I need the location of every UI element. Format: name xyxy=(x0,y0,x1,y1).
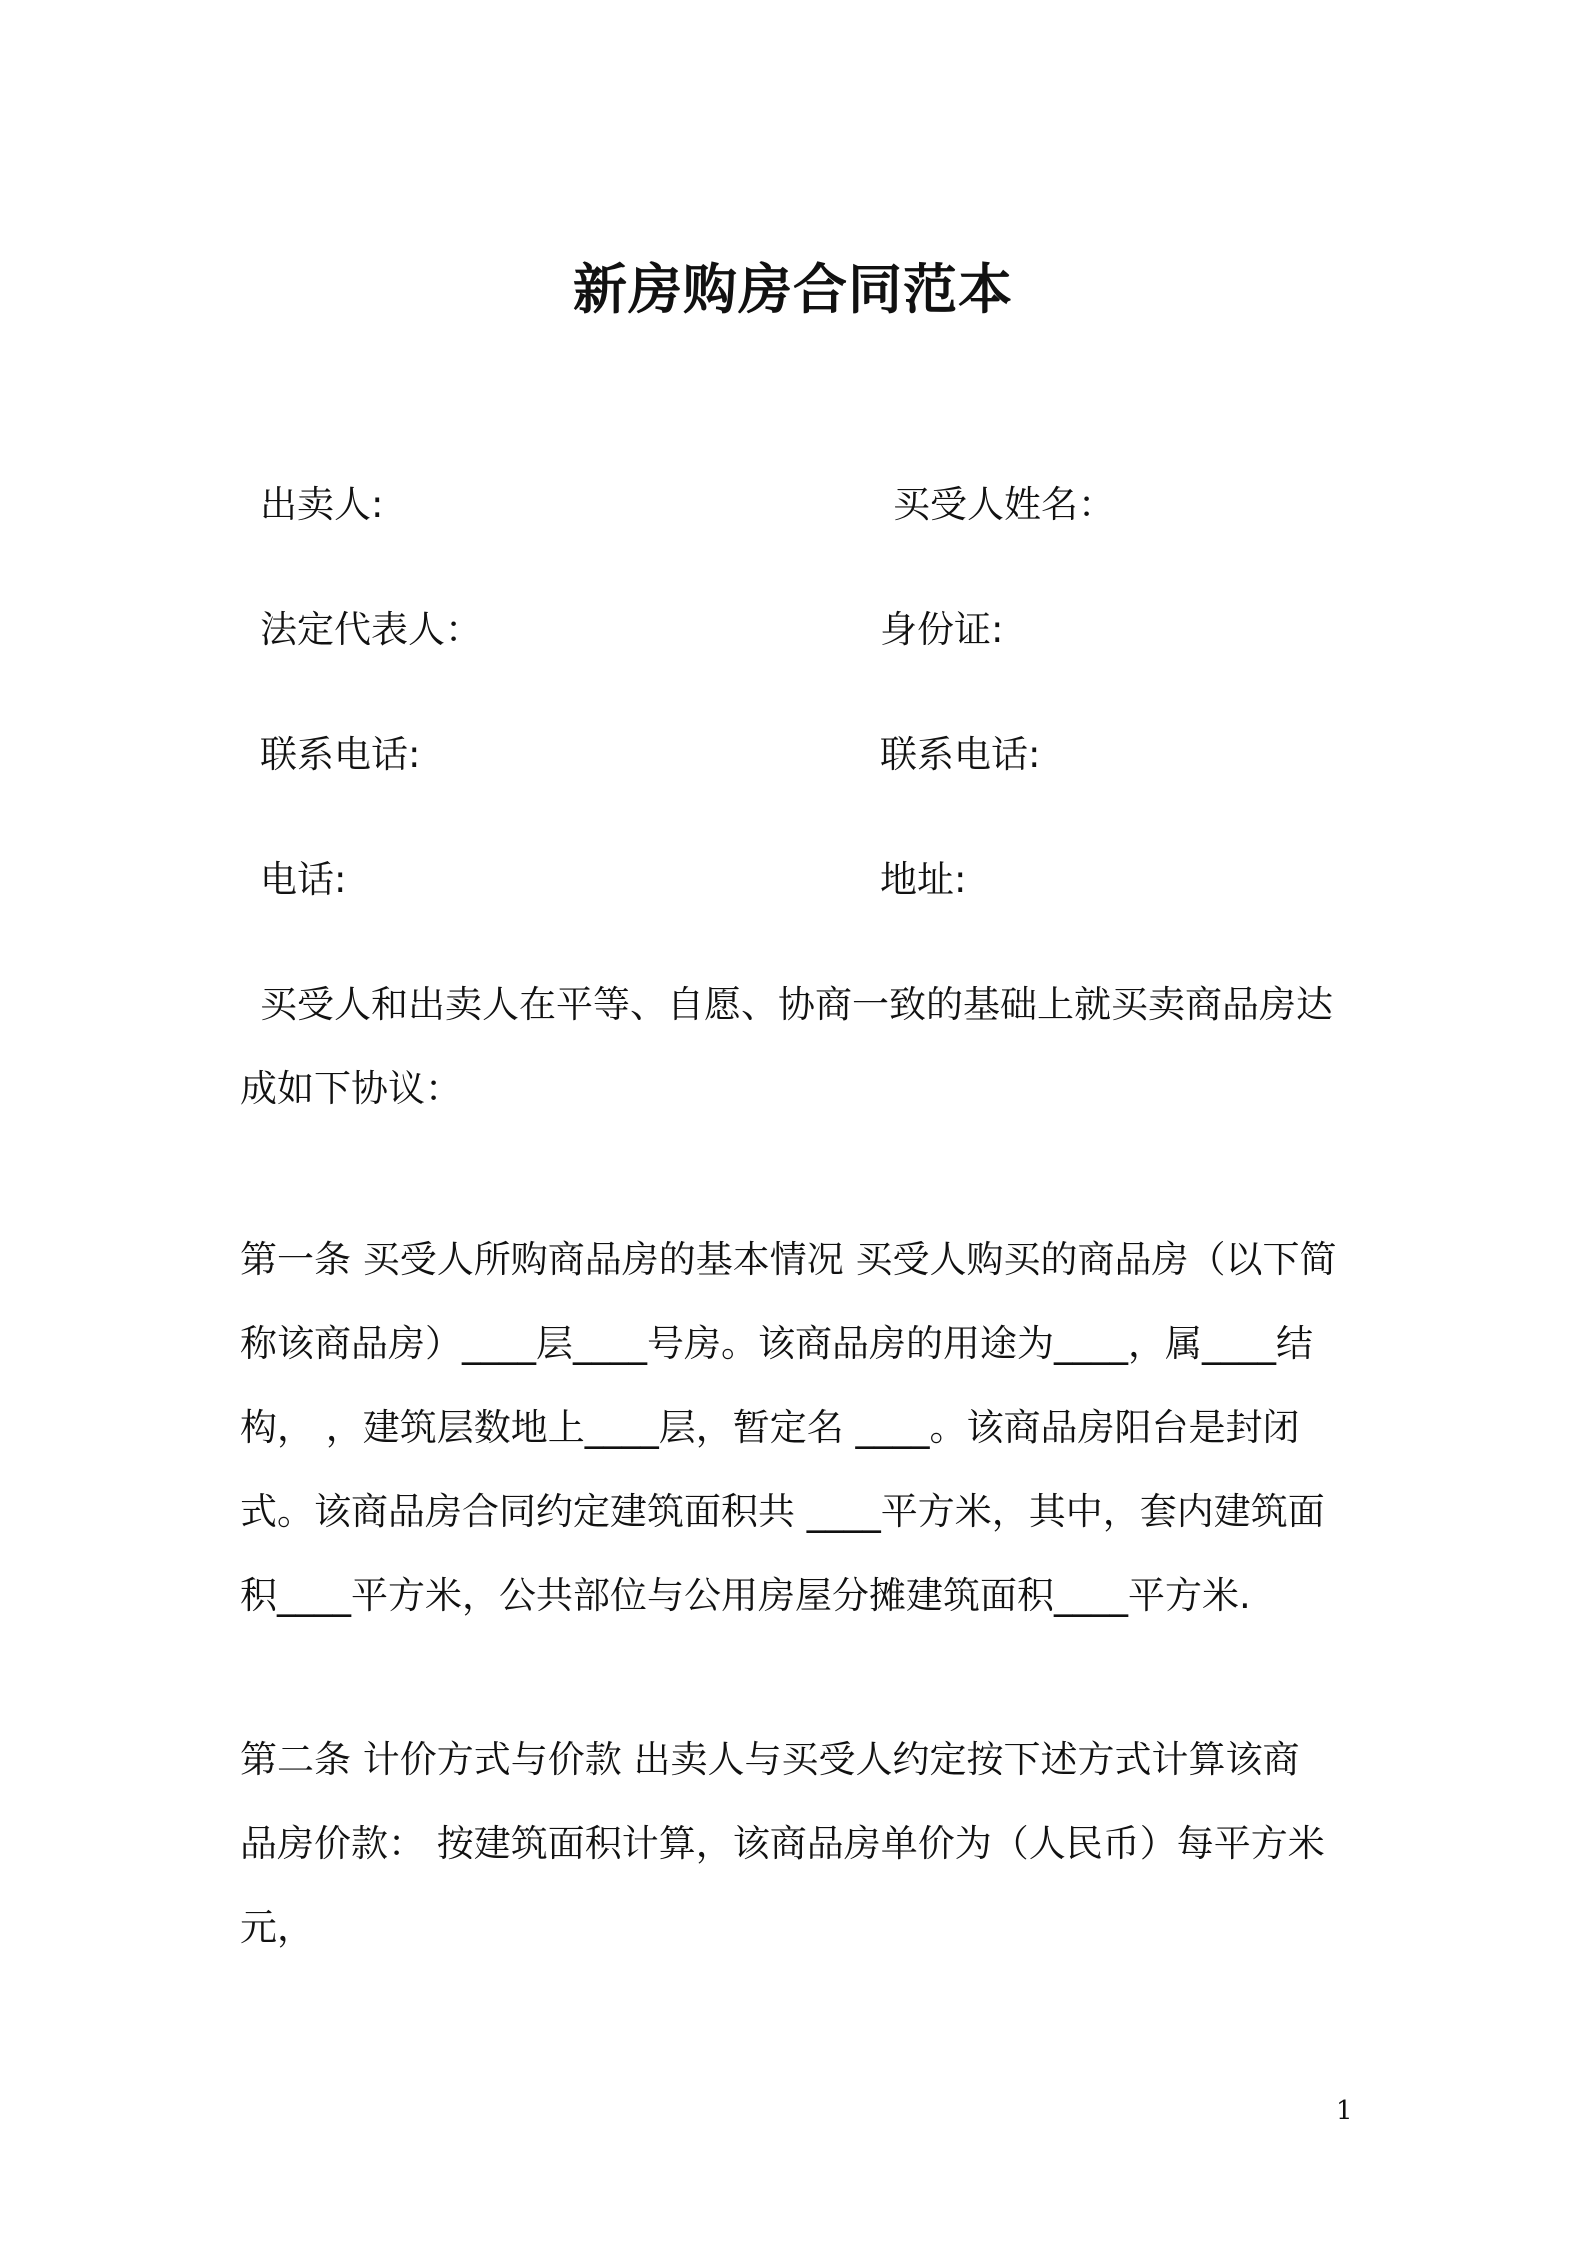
seller-phone-label: 联系电话: xyxy=(260,733,421,776)
intro-line: 买受人和出卖人在平等、自愿、协商一致的基础上就买卖商品房达 xyxy=(260,983,1333,1026)
article-1-line: 构， ，建筑层数地上____层，暂定名 ____。该商品房阳台是封闭 xyxy=(240,1406,1300,1449)
buyer-phone-label: 联系电话: xyxy=(880,733,1041,776)
page-number: 1 xyxy=(1336,2096,1353,2126)
buyer-name-label: 买受人姓名： xyxy=(893,483,1115,526)
address-label: 地址: xyxy=(880,858,967,901)
article-1-line: 第一条 买受人所购商品房的基本情况 买受人购买的商品房（以下简 xyxy=(240,1238,1337,1281)
article-2-line: 第二条 计价方式与价款 出卖人与买受人约定按下述方式计算该商 xyxy=(240,1738,1300,1781)
intro-line: 成如下协议： xyxy=(240,1067,462,1110)
article-2-line: 品房价款： 按建筑面积计算，该商品房单价为（人民币）每平方米 xyxy=(240,1822,1325,1865)
phone-label: 电话: xyxy=(260,858,347,901)
seller-label: 出卖人: xyxy=(260,483,384,526)
article-1-line: 式。该商品房合同约定建筑面积共 ____平方米，其中，套内建筑面 xyxy=(240,1490,1325,1533)
article-2-line: 元， xyxy=(240,1906,314,1949)
document-title: 新房购房合同范本 xyxy=(573,258,1013,321)
article-1-line: 积____平方米，公共部位与公用房屋分摊建筑面积____平方米. xyxy=(240,1574,1251,1617)
id-card-label: 身份证: xyxy=(880,608,1004,651)
legal-representative-label: 法定代表人： xyxy=(260,608,482,651)
article-1-line: 称该商品房）____层____号房。该商品房的用途为____，属____结 xyxy=(240,1322,1313,1365)
